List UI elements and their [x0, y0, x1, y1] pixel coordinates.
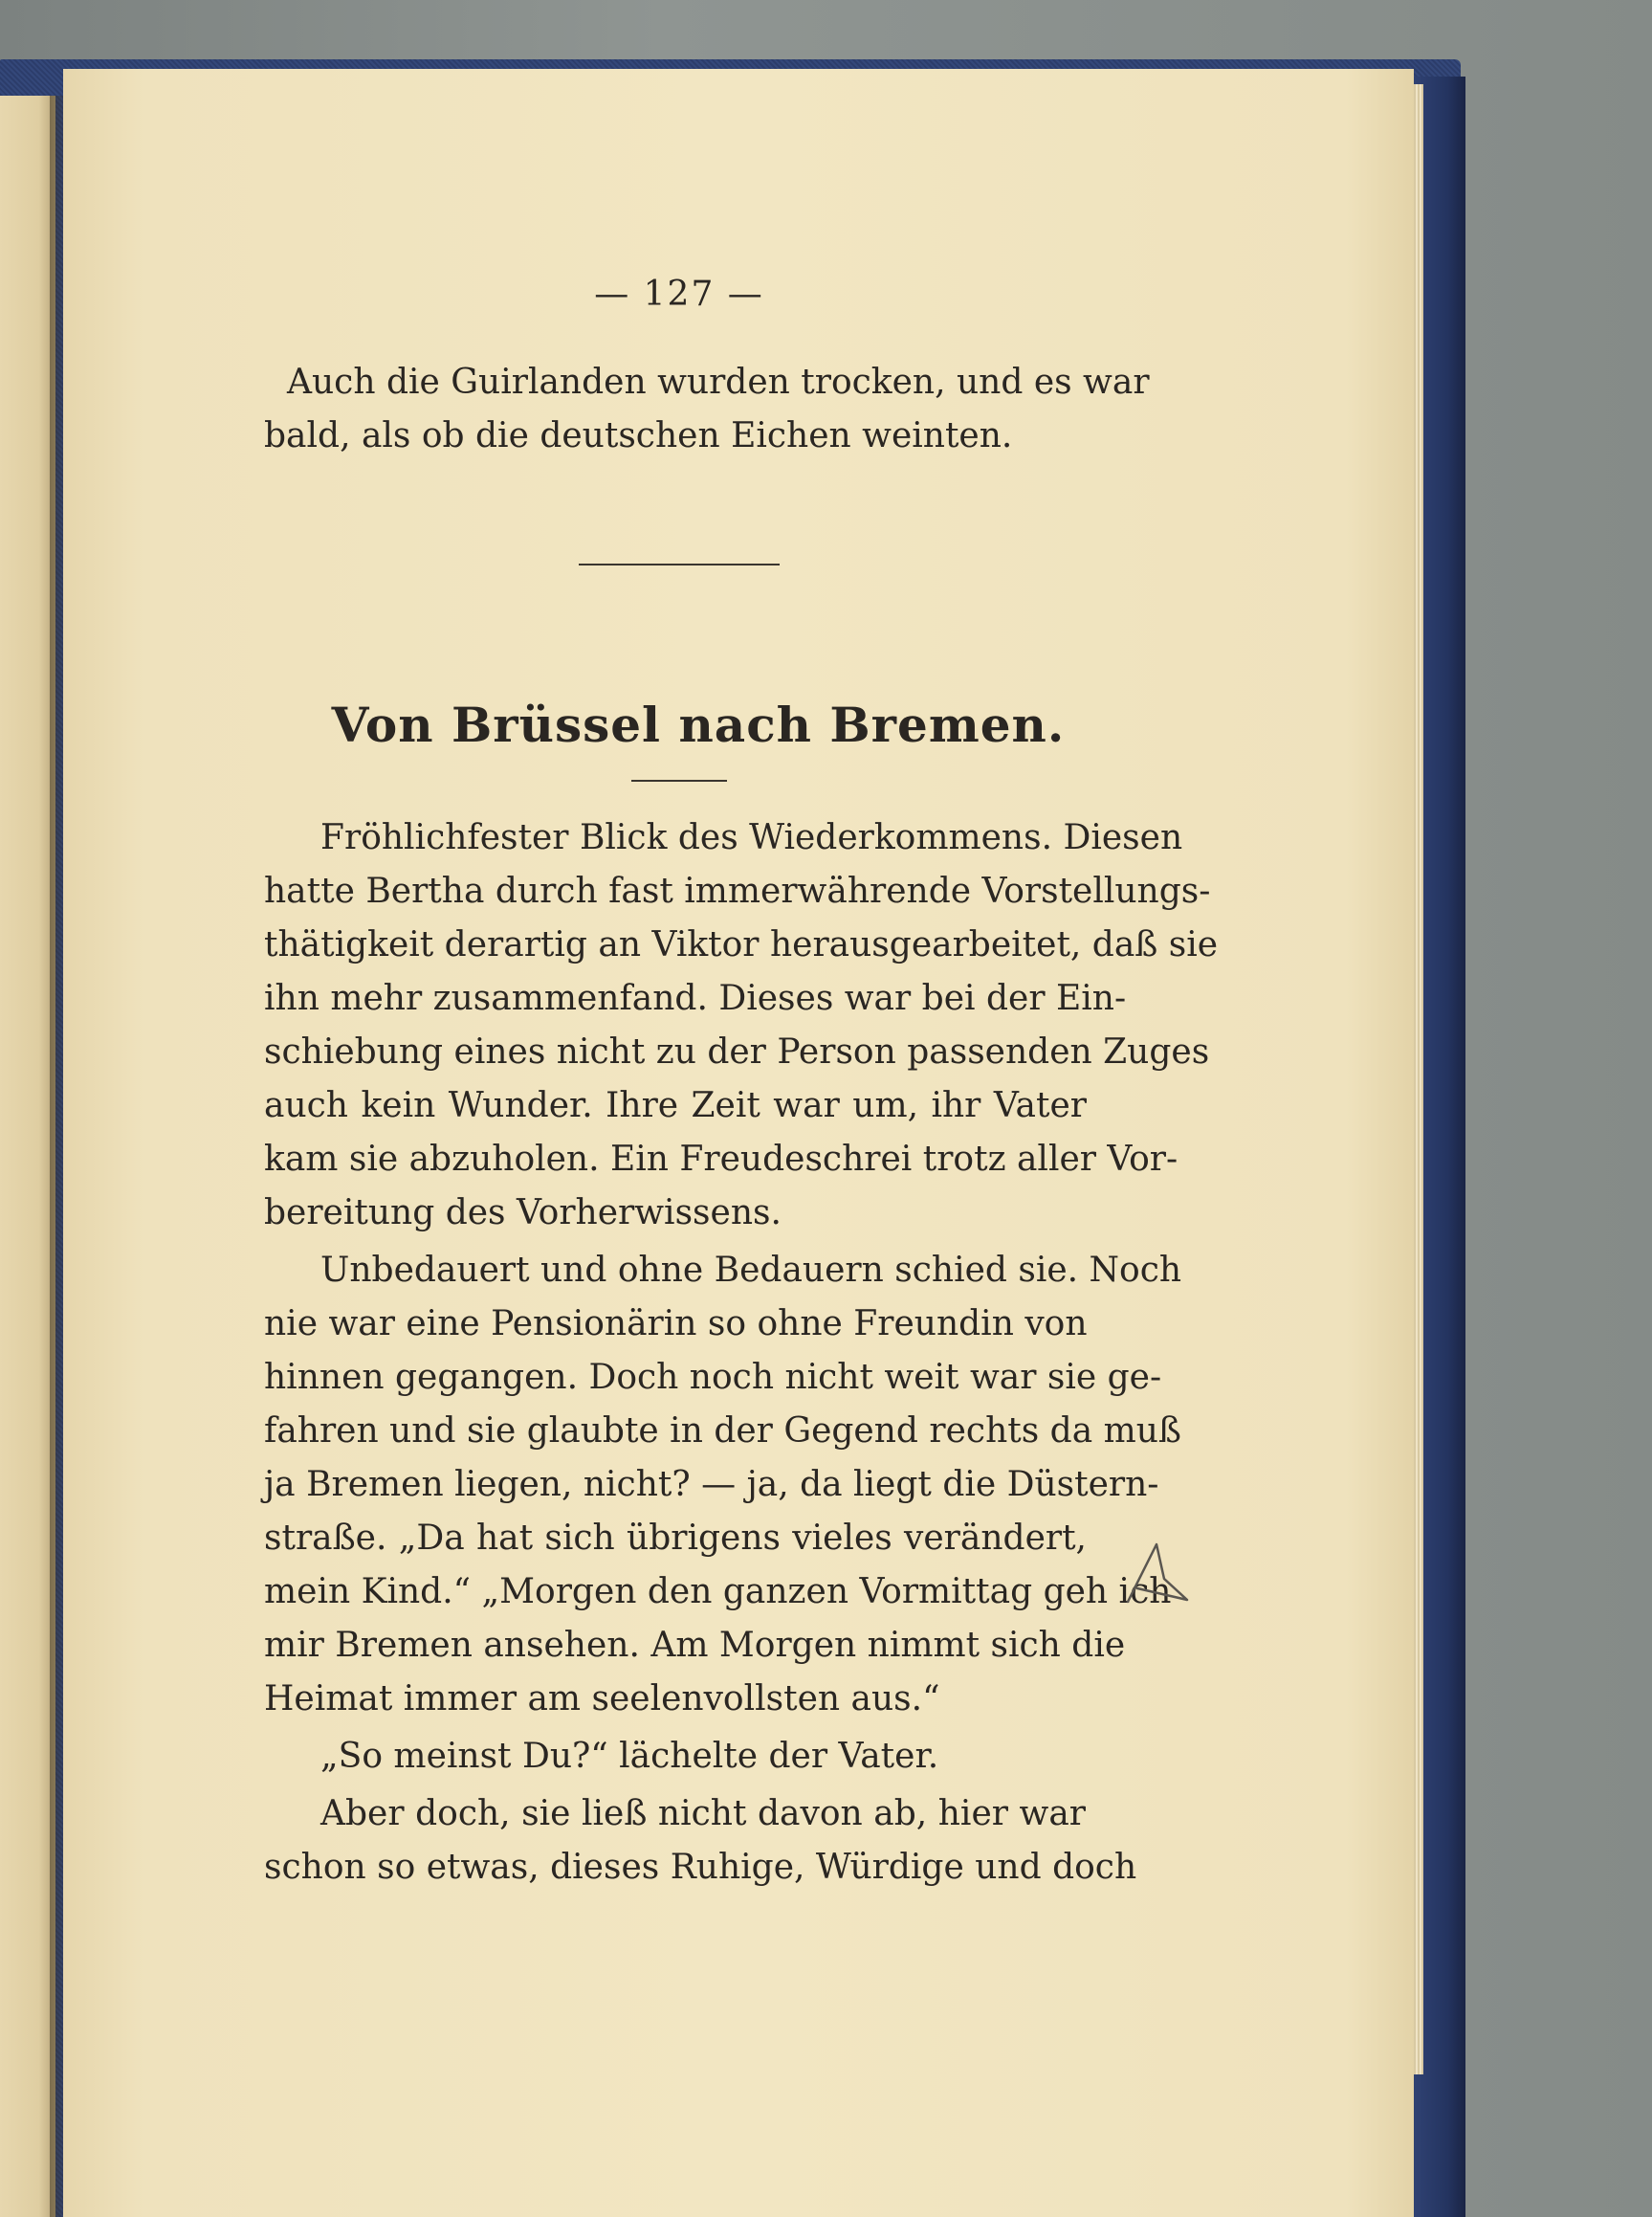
opening-line: Auch die Guirlanden wurden trocken, und es war — [287, 363, 1150, 402]
body-line: hinnen gegangen. Doch noch nicht weit war sie ge- — [264, 1358, 1162, 1397]
body-line: fahren und sie glaubte in der Gegend rechts da muß — [264, 1411, 1181, 1451]
chapter-title: Von Brüssel nach Bremen. — [331, 697, 1066, 753]
body-line: schon so etwas, dieses Ruhige, Würdige und doch — [264, 1848, 1137, 1887]
body-line: nie war eine Pensionärin so ohne Freundin von — [264, 1304, 1088, 1343]
body-line: straße. „Da hat sich übrigens vieles verändert, — [264, 1519, 1087, 1558]
body-line: Aber doch, sie ließ nicht davon ab, hier war — [320, 1794, 1086, 1833]
title-underline — [631, 780, 727, 782]
section-divider — [579, 564, 780, 565]
body-line: hatte Bertha durch fast immerwährende Vorstellungs- — [264, 872, 1211, 911]
page-number: — 127 — — [594, 275, 764, 314]
body-line: auch kein Wunder. Ihre Zeit war um, ihr Vater — [264, 1086, 1087, 1125]
body-line: Heimat immer am seelenvollsten aus.“ — [264, 1679, 940, 1718]
handwritten-margin-mark — [1124, 1541, 1191, 1607]
left-page-edge — [0, 96, 55, 2217]
body-line: Fröhlichfester Blick des Wiederkommens. Diesen — [320, 818, 1183, 857]
body-line: thätigkeit derartig an Viktor herausgearbeitet, daß sie — [264, 925, 1219, 964]
body-line: Unbedauert und ohne Bedauern schied sie. Noch — [320, 1251, 1182, 1290]
body-line: schiebung eines nicht zu der Person passenden Zuges — [264, 1032, 1210, 1072]
body-line: bereitung des Vorherwissens. — [264, 1193, 782, 1232]
opening-line: bald, als ob die deutschen Eichen weinten. — [264, 416, 1013, 455]
body-line: mir Bremen ansehen. Am Morgen nimmt sich die — [264, 1626, 1126, 1665]
body-line: ihn mehr zusammenfand. Dieses war bei der Ein- — [264, 979, 1127, 1018]
body-line: kam sie abzuholen. Ein Freudeschrei trotz aller Vor- — [264, 1140, 1178, 1179]
body-line: ja Bremen liegen, nicht? — ja, da liegt die Düstern- — [264, 1465, 1159, 1504]
body-line: mein Kind.“ „Morgen den ganzen Vormittag geh ich — [264, 1572, 1172, 1611]
body-line: „So meinst Du?“ lächelte der Vater. — [320, 1737, 939, 1776]
